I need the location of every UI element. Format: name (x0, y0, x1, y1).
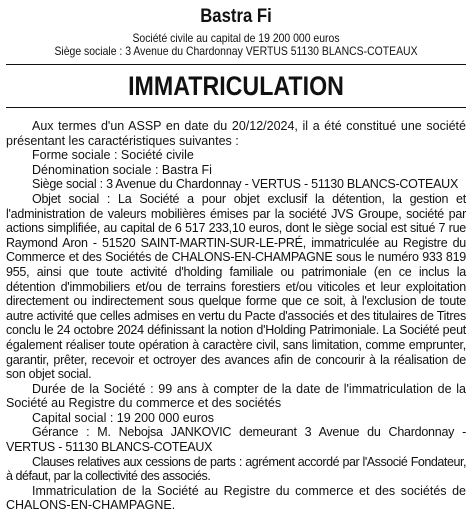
immatriculation-paragraph: Immatriculation de la Société au Registre du commerce et des sociétés de CHALONS-EN-CHAMPAGNE. (6, 483, 466, 513)
top-divider (6, 64, 466, 65)
bottom-divider (6, 107, 466, 108)
company-name: Bastra Fi (200, 6, 272, 27)
siege-social: Siège social : 3 Avenue du Chardonnay - VERTUS - 51130 BLANCS-COTEAUX (32, 177, 459, 192)
notice-title: IMMATRICULATION (128, 71, 344, 101)
capital-social: Capital social : 19 200 000 euros (32, 410, 215, 425)
gerance: Gérance : M. Nebojsa JANKOVIC demeurant 3 Avenue du Chardonnay - VERTUS - 51130 BLANCS-COTEAUX (6, 425, 466, 455)
intro-paragraph: Aux termes d'un ASSP en date du 20/12/2024, il a été constitué une société présentant les caractéristiques suivantes : (6, 119, 466, 148)
clauses-cessions: Clauses relatives aux cessions de parts : agrément accordé par l'Associé Fondateur, à défaut, par la collectivité des associés. (6, 454, 466, 484)
denomination-sociale: Dénomination sociale : Bastra Fi (32, 162, 212, 177)
company-capital-line: Société civile au capital de 19 200 000 euros (132, 32, 340, 45)
notice-body (6, 119, 466, 513)
duree-societe: Durée de la Société : 99 ans à compter de la date de l'immatriculation de la Société au Registre du commerce et des sociétés (6, 381, 466, 411)
objet-social: Objet social : La Société a pour objet exclusif la détention, la gestion et l'administration de valeurs mobilières émises par la société JVS Groupe, société par actions simplifiée, au capital de 6 517 233,10 euros, dont le siège social est situé 7 rue Raymond Aron - 51520 SAINT-MARTIN-SUR-LE-PRÉ, immatriculée au Registre du Commerce et des Sociétés de CHALONS-EN-CHAMPAGNE sous le numéro 933 819 955, ainsi que toute activité d'holding familiale ou patrimoniale (en ce inclus la détention d'immobiliers et/ou de terrains forestiers et/ou viticoles et leur exploitation directement ou indirectement sous quelque forme que ce soit, à l'exclusion de toute autre activité que celles admises en vertu du Pacte d'associés et des titulaires de Titres conclu le 24 octobre 2024 définissant la notion d'Holding Patrimoniale. La Société peut également réaliser toute opération à caractère civil, sans limitation, comme emprunter, garantir, prêter, recevoir et octroyer des avances afin de concourir à la réalisation de son objet social. (6, 191, 466, 382)
company-address-line: Siège sociale : 3 Avenue du Chardonnay VERTUS 51130 BLANCS-COTEAUX (54, 45, 418, 58)
forme-sociale: Forme sociale : Société civile (32, 148, 194, 163)
